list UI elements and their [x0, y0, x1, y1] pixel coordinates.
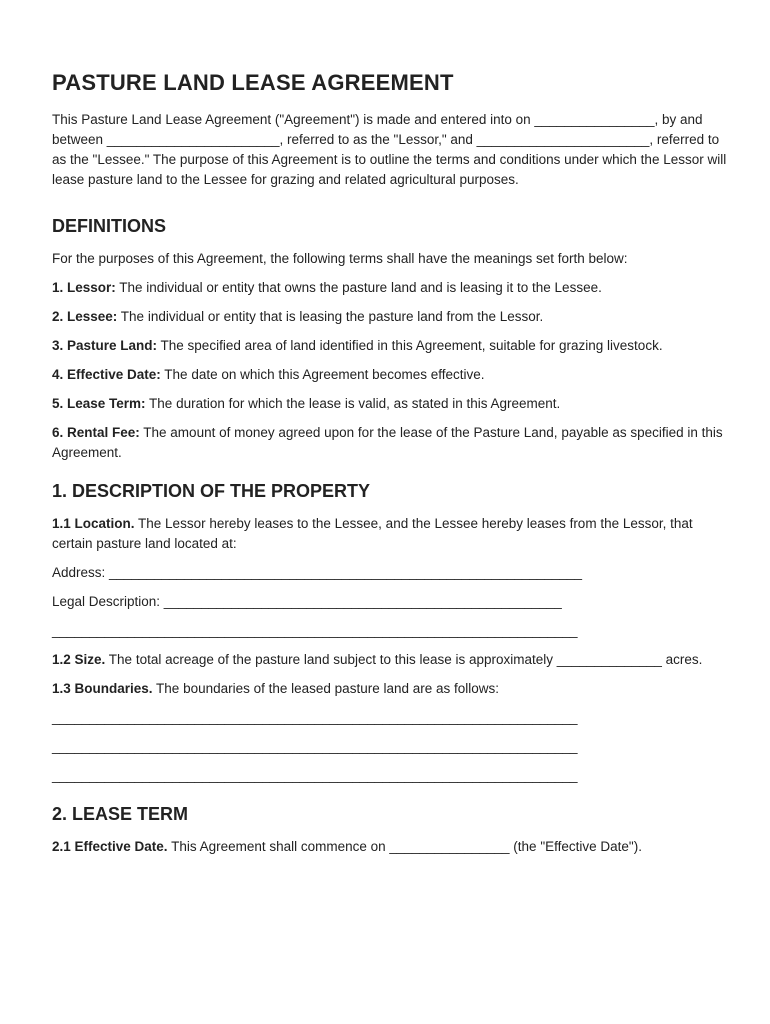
definition-item [52, 278, 730, 298]
definition-term: 2. Lessee: [52, 309, 118, 324]
definition-item [52, 394, 730, 414]
location-text: The Lessor hereby leases to the Lessee, and the Lessee hereby leases from the Lessor, that certain pasture land located at: [52, 516, 693, 551]
boundaries-line: ______________________________________________________________________ [52, 710, 578, 725]
boundaries-term: 1.3 Boundaries. [52, 681, 153, 696]
section-2-heading: 2. LEASE TERM [52, 804, 189, 824]
definition-text: The duration for which the lease is valid, as stated in this Agreement. [145, 396, 561, 411]
definition-item [52, 307, 730, 327]
intro-paragraph: This Pasture Land Lease Agreement ("Agreement") is made and entered into on ________________, by and between _______________________, referred to as the "Lessor," and _______________________, referred to as the "Lessee." The purpose of this Agreement is to outline the terms and conditions under which the Lessor will lease pasture land to the Lessee for grazing and related agricultural purposes. [52, 112, 727, 187]
section-1-heading: 1. DESCRIPTION OF THE PROPERTY [52, 481, 371, 501]
location-term: 1.1 Location. [52, 516, 135, 531]
definition-text: The amount of money agreed upon for the lease of the Pasture Land, payable as specified in this Agreement. [52, 425, 723, 460]
definition-term: 1. Lessor: [52, 280, 116, 295]
definition-term: 6. Rental Fee: [52, 425, 140, 440]
definition-term: 3. Pasture Land: [52, 338, 158, 353]
definition-item [52, 365, 730, 385]
address-line: Address: _______________________________________________________________ [52, 565, 583, 580]
legal-description-line: Legal Description: _____________________________________________________ [52, 594, 562, 609]
definition-text: The individual or entity that owns the pasture land and is leasing it to the Lessee. [115, 280, 602, 295]
size-term: 1.2 Size. [52, 652, 106, 667]
definition-item [52, 423, 730, 463]
effective-date-text: This Agreement shall commence on ________________ (the "Effective Date"). [167, 839, 642, 854]
boundaries-line: ______________________________________________________________________ [52, 739, 578, 754]
definition-text: The individual or entity that is leasing the pasture land from the Lessor. [117, 309, 544, 324]
boundaries-paragraph [52, 679, 730, 699]
document-title: PASTURE LAND LEASE AGREEMENT [52, 70, 454, 95]
location-paragraph [52, 514, 730, 554]
size-text: The total acreage of the pasture land subject to this lease is approximately ______________ acres. [105, 652, 703, 667]
effective-date-term: 2.1 Effective Date. [52, 839, 168, 854]
definitions-heading: DEFINITIONS [52, 216, 167, 236]
size-paragraph [52, 650, 730, 670]
boundaries-line: ______________________________________________________________________ [52, 768, 578, 783]
effective-date-paragraph [52, 837, 730, 857]
definition-item [52, 336, 730, 356]
definitions-intro: For the purposes of this Agreement, the following terms shall have the meanings set forth below: [52, 251, 628, 266]
definition-text: The specified area of land identified in this Agreement, suitable for grazing livestock. [157, 338, 663, 353]
legal-description-line-2: ______________________________________________________________________ [52, 623, 578, 638]
definition-term: 5. Lease Term: [52, 396, 146, 411]
definition-text: The date on which this Agreement becomes effective. [160, 367, 485, 382]
boundaries-text: The boundaries of the leased pasture land are as follows: [152, 681, 500, 696]
definition-term: 4. Effective Date: [52, 367, 161, 382]
